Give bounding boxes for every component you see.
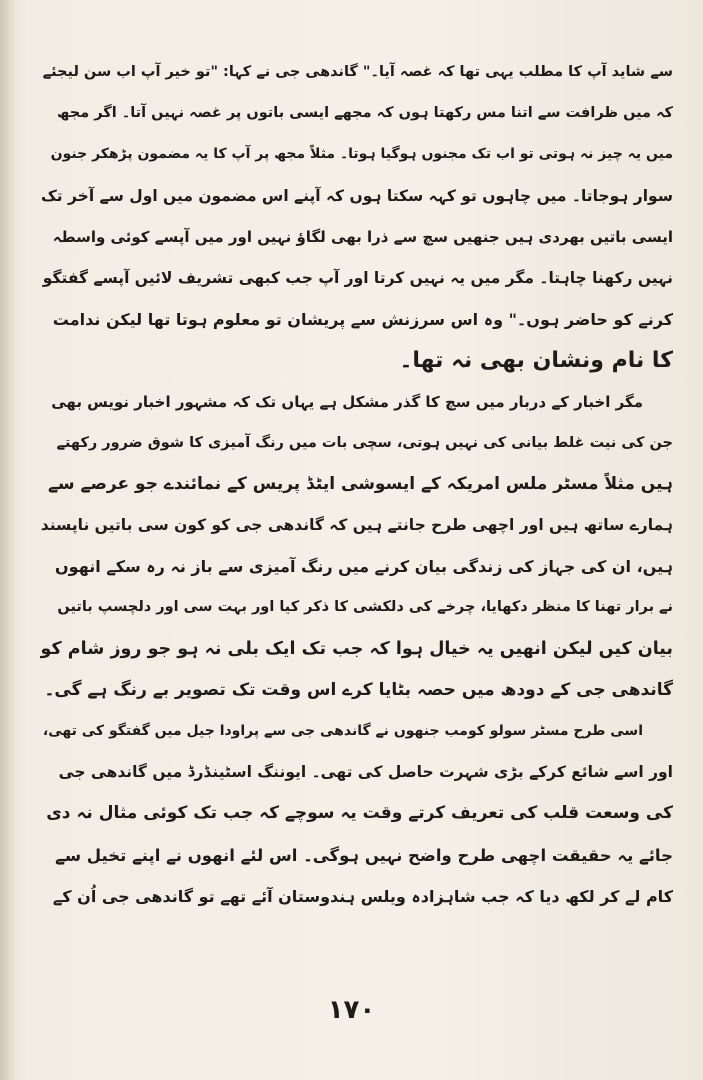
text-line: ہیں، ان کی جہاز کی زندگی بیان کرنے میں رنگ آمیزی سے باز نہ رہ سکے انھوں xyxy=(55,557,673,577)
text-line: میں یہ چیز نہ ہوتی تو اب تک مجنوں ہوگیا ہوتا۔ مثلاً مجھ پر آپ کا یہ مضمون پڑھکر جنون xyxy=(50,146,673,163)
text-line: جن کی نیت غلط بیانی کی نہیں ہوتی، سچی بات میں رنگ آمیزی کا شوق ضرور رکھتے xyxy=(56,434,673,451)
text-line: سوار ہوجاتا۔ میں چاہوں تو کہہ سکتا ہوں کہ آپنے اس مضمون میں اول سے آخر تک xyxy=(40,186,673,205)
text-line: کا نام ونشان بھی نہ تھا۔ xyxy=(399,348,673,374)
text-line: ہمارے ساتھ ہیں اور اچھی طرح جانتے ہیں کہ گاندھی جی کو کون سی باتیں ناپسند xyxy=(40,516,673,535)
text-line: ایسی باتیں بھردی ہیں جنھیں سچ سے ذرا بھی لگاؤ نہیں اور میں آپسے کوئی واسطہ xyxy=(52,227,673,246)
text-line: اسی طرح مسٹر سولو کومب جنھوں نے گاندھی جی سے پراودا جیل میں گفتگو کی تھی، xyxy=(42,723,643,739)
text-line: گاندھی جی کے دودھ میں حصہ بٹایا کرے اس وقت تک تصویر بے رنگ ہے گی۔ xyxy=(44,679,673,700)
text-line: مگر اخبار کے دربار میں سچ کا گذر مشکل ہے یہاں تک کہ مشہور اخبار نویس بھی xyxy=(51,392,643,411)
body-text xyxy=(40,52,673,917)
text-line: کی وسعت قلب کی تعریف کرتے وقت یہ سوچے کہ جب تک کوئی مثال نہ دی xyxy=(46,803,673,824)
text-line: نہیں رکھنا چاہتا۔ مگر میں یہ نہیں کرتا اور آپ جب کبھی تشریف لائیں آپسے گفتگو xyxy=(42,268,673,287)
text-line: کرنے کو حاضر ہوں۔" وہ اس سرزنش سے پریشان تو معلوم ہوتا تھا لیکن ندامت xyxy=(52,310,673,330)
text-line: اور اسے شائع کرکے بڑی شہرت حاصل کی تھی۔ ایوننگ اسٹینڈرڈ میں گاندھی جی xyxy=(58,763,673,782)
text-line: نے برار تھنا کا منظر دکھایا، چرخے کی دلکشی کا ذکر کیا اور بہت سی اور دلچسپ باتیں xyxy=(57,599,673,616)
text-line: ہیں مثلاً مسٹر ملس امریکہ کے ایسوشی ایٹڈ پریس کے نمائندے جو عرصے سے xyxy=(47,473,673,494)
text-line: سے شاید آپ کا مطلب یہی تھا کہ غصہ آیا۔" گاندھی جی نے کہا: "تو خیر آپ اب سن لیجئے xyxy=(42,64,673,80)
text-line: بیان کیں لیکن انھیں یہ خیال ہوا کہ جب تک ایک بلی نہ ہو جو روز شام کو xyxy=(40,638,673,659)
text-line: جائے یہ حقیقت اچھی طرح واضح نہیں ہوگی۔ اس لئے انھوں نے اپنے تخیل سے xyxy=(55,845,673,865)
page-number: ١٧٠ xyxy=(327,995,376,1025)
binding-gutter xyxy=(0,0,14,1080)
text-line: کام لے کر لکھ دیا کہ جب شاہزادہ ویلس ہندوستان آئے تھے تو گاندھی جی اُن کے xyxy=(52,886,673,906)
text-line: کہ میں ظرافت سے اتنا مس رکھتا ہوں کہ مجھے ایسی باتوں پر غصہ نہیں آتا۔ اگر مجھ xyxy=(57,105,673,122)
